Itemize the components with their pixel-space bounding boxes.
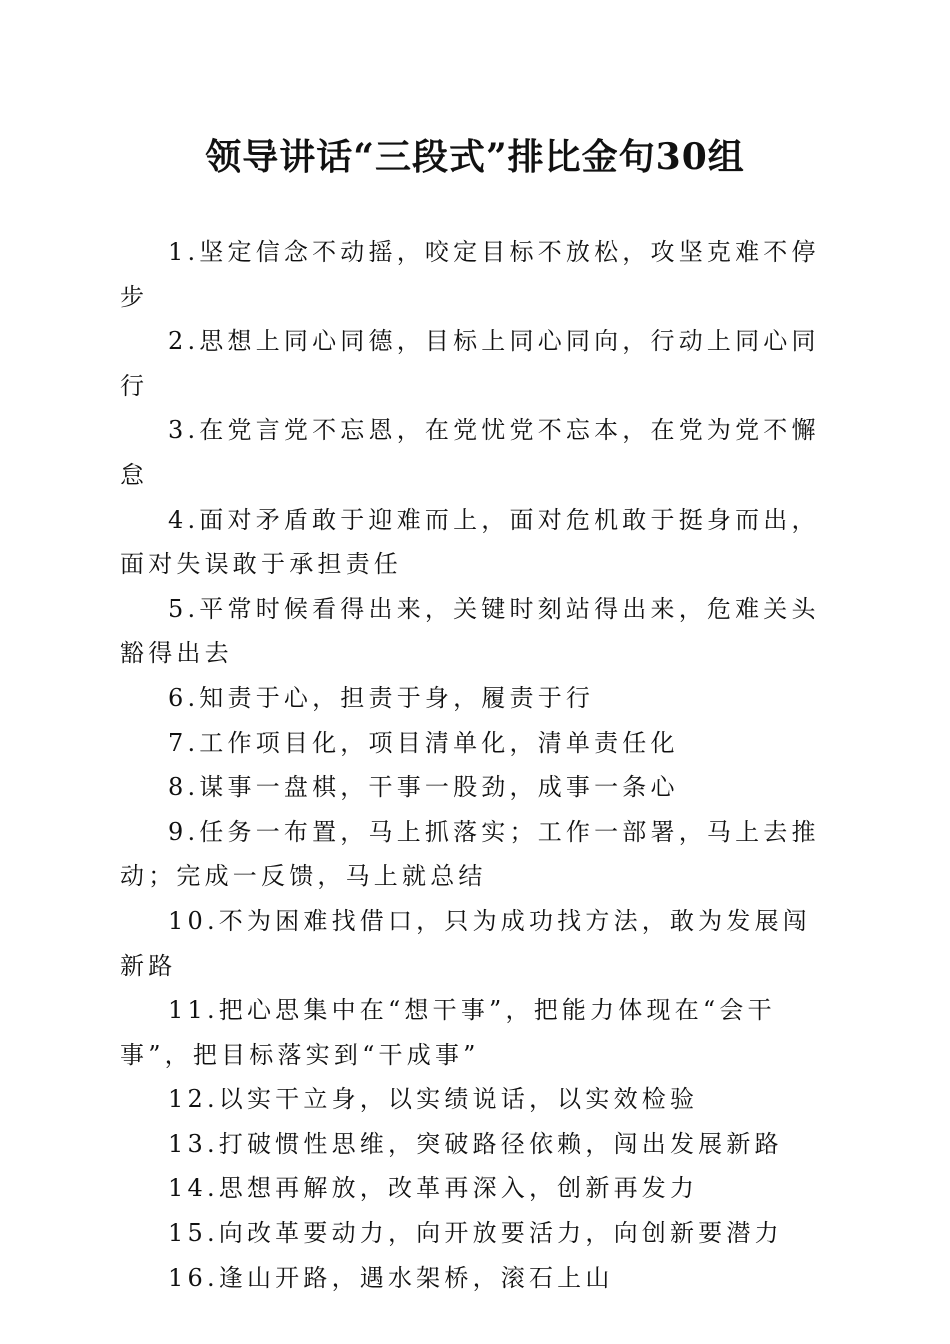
list-item-4: 4.面对矛盾敢于迎难而上，面对危机敢于挺身而出，面对失误敢于承担责任: [120, 505, 820, 579]
list-item-2: 2.思想上同心同德，目标上同心同向，行动上同心同行: [120, 327, 820, 400]
list-item-10: 10.不为困难找借口，只为成功找方法，敢为发展闯新路: [120, 906, 811, 980]
list-item-7: 7.工作项目化，项目清单化，清单责任化: [168, 728, 679, 757]
list-item-16: 16.逢山开路，遇水架桥，滚石上山: [168, 1263, 614, 1292]
list-item-15: 15.向改革要动力，向开放要活力，向创新要潜力: [168, 1219, 783, 1248]
list-item-5: 5.平常时候看得出来，关键时刻站得出来，危难关头豁得出去: [120, 594, 820, 668]
list-item-3: 3.在党言党不忘恩，在党忧党不忘本，在党为党不懈怠: [120, 416, 820, 489]
list-item-12: 12.以实干立身，以实绩说话，以实效检验: [168, 1085, 699, 1114]
list-item-9: 9.任务一布置，马上抓落实；工作一部署，马上去推动；完成一反馈，马上就总结: [120, 817, 820, 891]
document-title: 领导讲话“三段式”排比金句30组: [205, 136, 745, 178]
list-item-14: 14.思想再解放，改革再深入，创新再发力: [168, 1174, 699, 1203]
list-item-11: 11.把心思集中在“想干事”，把能力体现在“会干事”，把目标落实到“干成事”: [120, 996, 776, 1069]
list-item-8: 8.谋事一盘棋，干事一股劲，成事一条心: [168, 773, 679, 802]
list-item-6: 6.知责于心，担责于身，履责于行: [168, 683, 595, 712]
slogan-list: [120, 230, 830, 1300]
list-item-13: 13.打破惯性思维，突破路径依赖，闯出发展新路: [168, 1129, 783, 1158]
list-item-1: 1.坚定信念不动摇，咬定目标不放松，攻坚克难不停步: [120, 238, 820, 311]
